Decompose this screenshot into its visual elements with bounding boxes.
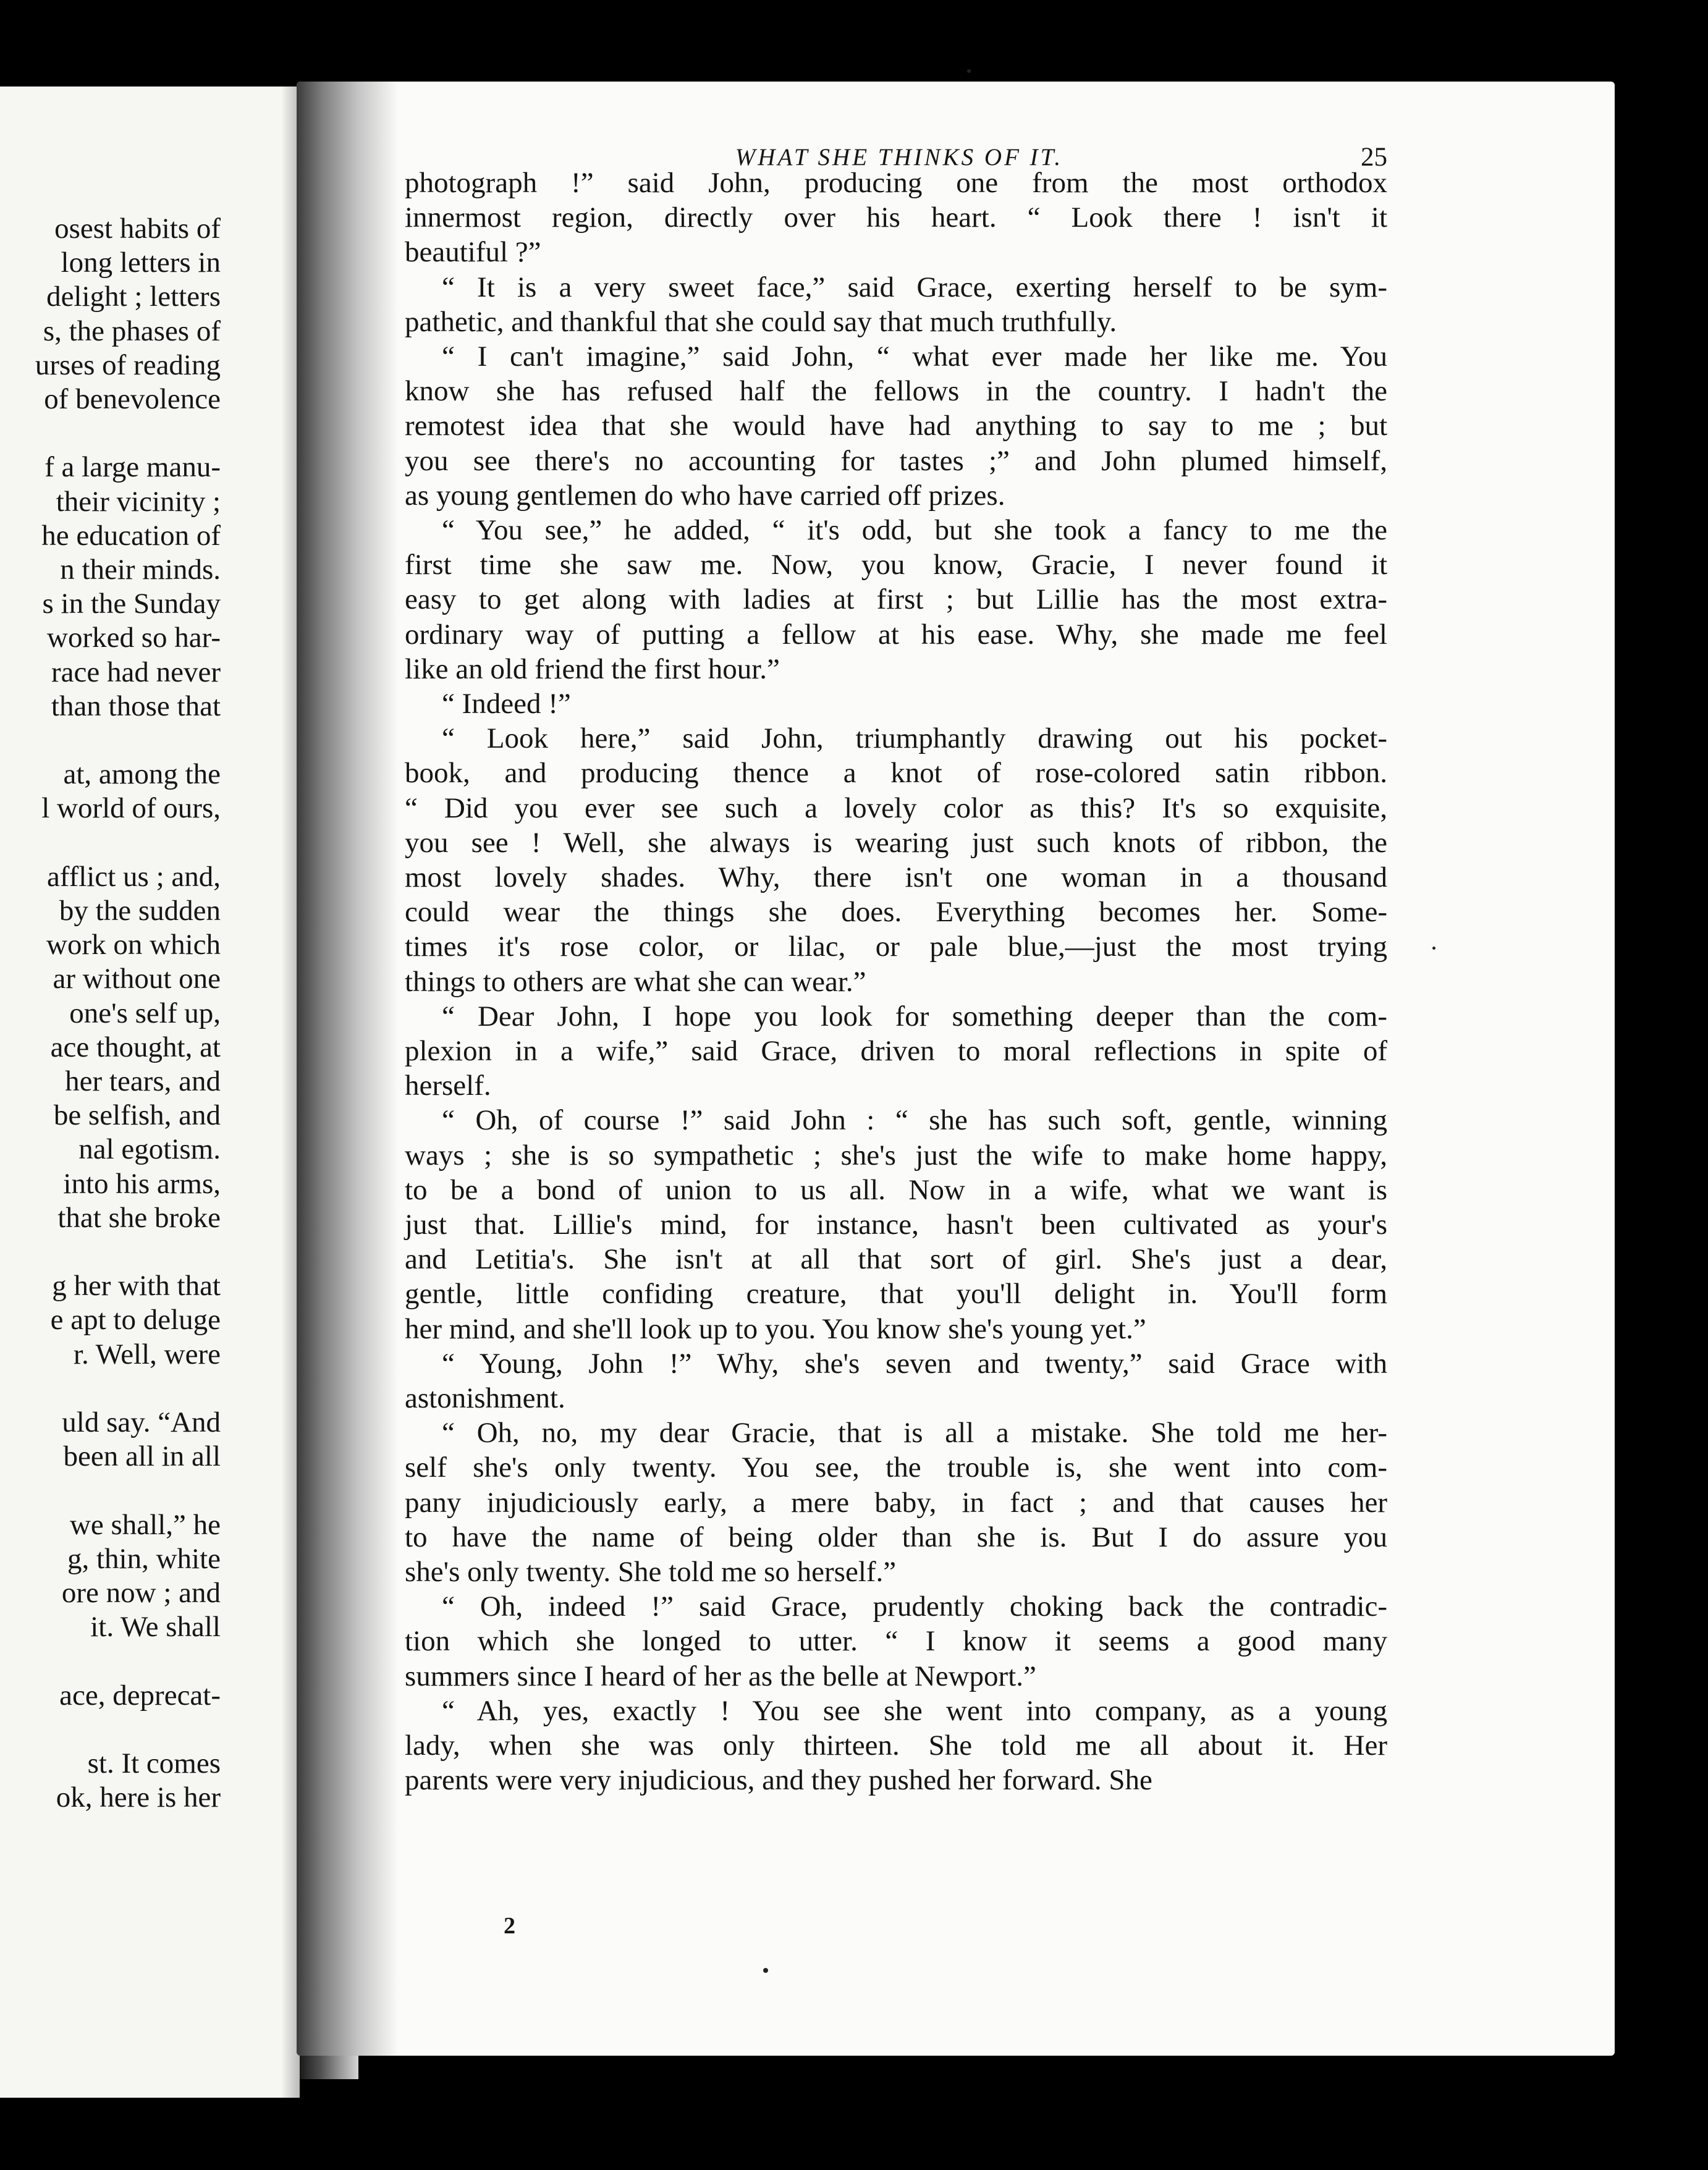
body-line: lady, when she was only thirteen. She told me all about it. Her <box>405 1729 1387 1762</box>
print-speck <box>967 69 971 73</box>
left-page-line: we shall,” he <box>69 1508 221 1541</box>
body-line: like an old friend the first hour.” <box>405 652 780 685</box>
left-page-line: urses of reading <box>35 348 221 381</box>
left-page-line: n their minds. <box>60 554 221 586</box>
left-page-line: e apt to deluge <box>50 1304 221 1336</box>
body-line: “ Young, John !” Why, she's seven and twenty,” said Grace with <box>442 1347 1387 1380</box>
left-page-line: s, the phases of <box>43 315 221 347</box>
body-line: photograph !” said John, producing one from the most orthodox <box>405 167 1387 199</box>
body-line: tion which she longed to utter. “ I know it seems a good many <box>405 1625 1387 1658</box>
body-line: “ Did you ever see such a lovely color as this? It's so exquisite, <box>405 792 1387 824</box>
body-line: ordinary way of putting a fellow at his ease. Why, she made me feel <box>405 618 1387 651</box>
body-line: “ Oh, no, my dear Gracie, that is all a mistake. She told me her- <box>442 1417 1387 1450</box>
body-line: most lovely shades. Why, there isn't one woman in a thousand <box>405 861 1387 893</box>
body-line: parents were very injudicious, and they pushed her forward. She <box>405 1764 1152 1797</box>
left-page-line: by the sudden <box>59 895 221 927</box>
body-line: as young gentlemen do who have carried off prizes. <box>405 479 1005 512</box>
left-page-line: it. We shall <box>90 1611 221 1644</box>
body-line: “ Oh, of course !” said John : “ she has such soft, gentle, winning <box>442 1104 1387 1137</box>
left-page-line: at, among the <box>63 758 221 791</box>
body-line: you see there's no accounting for tastes ;” and John plumed himself, <box>405 444 1387 477</box>
left-page-line: s in the Sunday <box>42 588 221 620</box>
body-line: “ Look here,” said John, triumphantly drawing out his pocket- <box>442 722 1387 755</box>
body-line: to be a bond of union to us all. Now in a wife, what we want is <box>405 1173 1387 1206</box>
left-page-line: nal egotism. <box>78 1133 221 1166</box>
body-line: “ It is a very sweet face,” said Grace, exerting herself to be sym- <box>442 271 1387 303</box>
body-line: and Letitia's. She isn't at all that sort of girl. She's just a dear, <box>405 1243 1387 1276</box>
body-line: times it's rose color, or lilac, or pale blue,—just the most trying <box>405 931 1387 963</box>
body-line: could wear the things she does. Everything becomes her. Some- <box>405 896 1387 929</box>
left-page-line: delight ; letters <box>46 281 221 313</box>
body-line: plexion in a wife,” said Grace, driven to moral reflections in spite of <box>405 1035 1387 1067</box>
body-line: her mind, and she'll look up to you. You know she's young yet.” <box>405 1312 1146 1345</box>
body-line: she's only twenty. She told me so herself.” <box>405 1556 897 1588</box>
left-page-line: r. Well, were <box>73 1338 221 1370</box>
left-page-line: one's self up, <box>69 997 221 1029</box>
left-page-line: of benevolence <box>44 383 221 415</box>
left-page-line: than those that <box>51 690 221 722</box>
left-page-line: into his arms, <box>63 1167 221 1200</box>
left-page-line: her tears, and <box>65 1065 221 1097</box>
body-line: “ You see,” he added, “ it's odd, but she took a fancy to me the <box>442 514 1387 546</box>
left-page-line: ok, here is her <box>56 1781 221 1814</box>
body-line: pathetic, and thankful that she could say that much truthfully. <box>405 305 1117 338</box>
running-head: WHAT SHE THINKS OF IT. <box>735 144 1063 171</box>
left-page-line: ace, deprecat- <box>59 1679 221 1712</box>
body-line: astonishment. <box>405 1382 565 1414</box>
body-line: “ Dear John, I hope you look for something deeper than the com- <box>442 1000 1387 1032</box>
body-line: innermost region, directly over his heart. “ Look there ! isn't it <box>405 201 1387 234</box>
left-page-line: afflict us ; and, <box>46 860 221 893</box>
body-line: book, and producing thence a knot of rose-colored satin ribbon. <box>405 757 1387 790</box>
body-line: “ I can't imagine,” said John, “ what ever made her like me. You <box>442 340 1387 373</box>
body-line: know she has refused half the fellows in the country. I hadn't the <box>405 375 1387 408</box>
left-page-line: g her with that <box>52 1270 221 1302</box>
left-page-line: g, thin, white <box>67 1542 221 1575</box>
body-line: first time she saw me. Now, you know, Gracie, I never found it <box>405 549 1387 581</box>
body-line: easy to get along with ladies at first ; but Lillie has the most extra- <box>405 583 1387 616</box>
body-line: ways ; she is so sympathetic ; she's just the wife to make home happy, <box>405 1139 1387 1172</box>
body-line: gentle, little confiding creature, that you'll delight in. You'll form <box>405 1278 1387 1311</box>
body-line: summers since I heard of her as the belle at Newport.” <box>405 1660 1036 1692</box>
left-page-line: their vicinity ; <box>56 485 221 518</box>
body-line: self she's only twenty. You see, the trouble is, she went into com- <box>405 1451 1387 1484</box>
body-line: just that. Lillie's mind, for instance, hasn't been cultivated as your's <box>405 1209 1387 1241</box>
left-page-line: uld say. “And <box>62 1406 221 1438</box>
left-page-line: ore now ; and <box>61 1577 221 1609</box>
print-speck <box>1432 947 1435 950</box>
left-page-line: be selfish, and <box>53 1099 221 1132</box>
left-page-line: race had never <box>51 656 221 688</box>
left-page-line: worked so har- <box>47 622 221 654</box>
left-page-line: osest habits of <box>54 213 221 245</box>
body-line: things to others are what she can wear.” <box>405 965 866 998</box>
left-page-line: ace thought, at <box>50 1031 221 1063</box>
body-line: “ Ah, yes, exactly ! You see she went into company, as a young <box>442 1694 1387 1727</box>
body-line: to have the name of being older than she is. But I do assure you <box>405 1521 1387 1553</box>
left-page-line: he education of <box>41 519 221 552</box>
page-curl-shadow <box>297 82 399 2056</box>
left-page-line: work on which <box>46 929 221 961</box>
left-page-line: st. It comes <box>87 1747 221 1779</box>
left-page-line: l world of ours, <box>41 792 221 825</box>
left-page <box>0 87 300 2098</box>
left-page-line: f a large manu- <box>44 451 221 484</box>
body-line: beautiful ?” <box>405 236 541 269</box>
body-line: “ Oh, indeed !” said Grace, prudently choking back the contradic- <box>442 1590 1387 1623</box>
signature-mark: 2 <box>504 1913 515 1939</box>
print-speck <box>763 1968 768 1973</box>
left-page-line: that she broke <box>57 1201 221 1234</box>
body-line: you see ! Well, she always is wearing just such knots of ribbon, the <box>405 826 1387 859</box>
body-line: “ Indeed !” <box>442 688 571 720</box>
left-page-line: long letters in <box>61 247 221 279</box>
left-page-line: been all in all <box>63 1440 221 1473</box>
body-line: remotest idea that she would have had anything to say to me ; but <box>405 410 1387 442</box>
left-page-line: ar without one <box>53 963 221 995</box>
page-number: 25 <box>1361 143 1387 172</box>
body-line: pany injudiciously early, a mere baby, in fact ; and that causes her <box>405 1486 1387 1519</box>
body-line: herself. <box>405 1070 491 1102</box>
